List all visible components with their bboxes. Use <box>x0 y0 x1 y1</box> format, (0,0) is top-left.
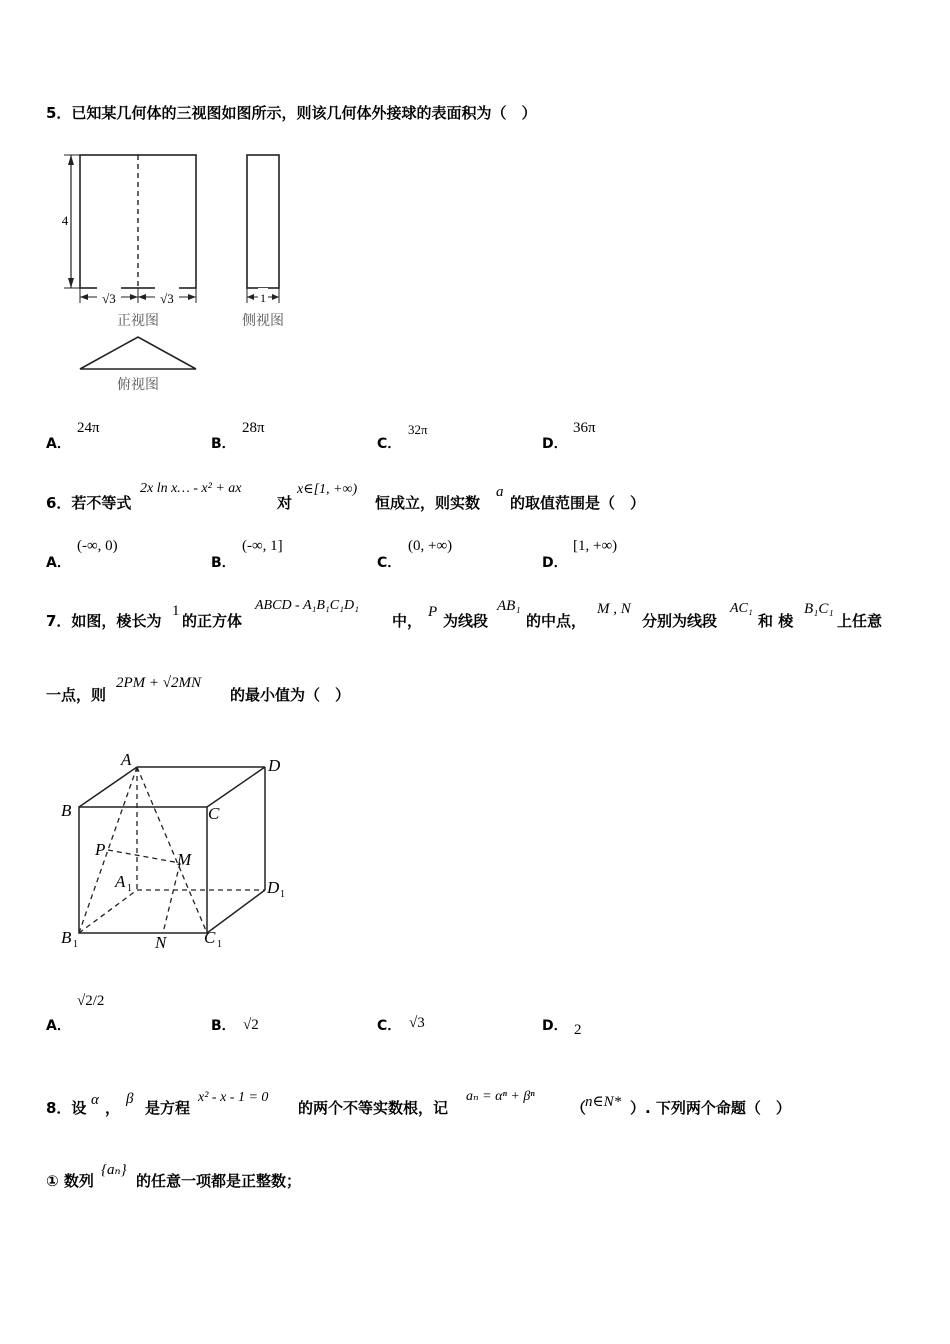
q6-option-d-value: [1, +∞) <box>573 538 618 554</box>
q7-option-b-value: √2 <box>243 1017 259 1033</box>
segment-AC1 <box>137 767 207 933</box>
q7-text-2: 的正方体 <box>182 612 243 630</box>
q6-option-a-letter: A． <box>46 555 71 571</box>
q7-option-a-letter: A． <box>46 1018 71 1034</box>
q8-s1-suffix: 的任意一项都是正整数； <box>136 1172 302 1190</box>
segment-MN <box>163 863 180 933</box>
q8-comma: ， <box>105 1099 121 1117</box>
q7-expr: 2PM + √2MN <box>116 675 202 691</box>
label-A1: A <box>115 872 126 891</box>
q7-text-4: 为线段 <box>443 612 489 630</box>
q5-option-b-letter: B． <box>211 436 236 452</box>
q7-AB1: AB₁ <box>497 598 521 614</box>
segment-PM <box>108 850 180 863</box>
q6-inequality: 2x ln x… - x² + ax <box>140 481 242 496</box>
q7-text-3: 中， <box>392 612 423 630</box>
q8-beta: β <box>126 1091 134 1107</box>
front-view-caption: 正视图 <box>117 314 159 329</box>
cube-front-face <box>79 807 207 933</box>
label-D: D <box>268 756 281 775</box>
q6-mid: 对 <box>277 494 293 512</box>
q6-option-c-letter: C． <box>377 555 402 571</box>
height-label: 4 <box>61 213 69 228</box>
q7-option-c-letter: C． <box>377 1018 402 1034</box>
label-B1: B <box>61 928 72 947</box>
q7-text-1: 7．如图，棱长为 <box>46 612 162 630</box>
q7-P: P <box>428 604 438 620</box>
q6-option-b-letter: B． <box>211 555 236 571</box>
q7-cube: ABCD - A₁B₁C₁D₁ <box>255 598 359 613</box>
q8-s1-prefix: ① 数列 <box>46 1172 94 1190</box>
label-D1-sub: 1 <box>280 889 285 900</box>
q8-text-1: 8．设 <box>46 1099 87 1117</box>
top-view-triangle <box>80 337 196 369</box>
width-right-label: √3 <box>160 291 174 306</box>
q6-prefix: 6．若不等式 <box>46 494 132 512</box>
q6-option-d-letter: D． <box>542 555 568 571</box>
q8-text-2: 是方程 <box>145 1099 191 1117</box>
q7-cube-figure <box>55 745 305 955</box>
q8-alpha: α <box>91 1092 99 1108</box>
q8-text-3: 的两个不等实数根，记 <box>298 1099 449 1117</box>
q7-AC1: AC₁ <box>730 601 753 616</box>
q5-option-b-value: 28π <box>242 420 265 436</box>
q5-three-views-figure <box>55 135 315 400</box>
q6-condition: x∈[1, +∞) <box>297 482 358 497</box>
q8-cond: n∈N* <box>585 1094 622 1110</box>
q8-equation: x² - x - 1 = 0 <box>198 1090 269 1105</box>
label-P: P <box>95 840 106 859</box>
label-N: N <box>155 933 167 952</box>
label-A1-sub: 1 <box>127 883 132 894</box>
q7-option-d-value: 2 <box>574 1022 582 1038</box>
q8-an-def: aₙ = αⁿ + βⁿ <box>466 1089 535 1104</box>
q7-line2-a: 一点，则 <box>46 686 107 704</box>
q5-option-c-letter: C． <box>377 436 402 452</box>
q6-option-b-value: (-∞, 1] <box>242 538 283 554</box>
q7-option-b-letter: B． <box>211 1018 236 1034</box>
q7-option-d-letter: D． <box>542 1018 568 1034</box>
q7-text-8: 上任意 <box>837 612 883 630</box>
q6-end: 的取值范围是（ ） <box>510 494 646 512</box>
width-left-label: √3 <box>102 291 116 306</box>
q5-stem: 5．已知某几何体的三视图如图所示，则该几何体外接球的表面积为（ ） <box>46 104 537 122</box>
q6-suffix: 恒成立，则实数 <box>375 494 481 512</box>
q7-text-6: 分别为线段 <box>642 612 718 630</box>
q7-edge: 1 <box>172 603 180 619</box>
label-B1-sub: 1 <box>73 939 78 950</box>
q7-MN: M , N <box>597 601 631 617</box>
q7-text-5: 的中点， <box>526 612 587 630</box>
q7-option-a-value: √2/2 <box>77 993 105 1009</box>
q6-var: a <box>496 484 504 500</box>
side-width-label: 1 <box>260 291 266 305</box>
q5-option-d-letter: D． <box>542 436 568 452</box>
q7-text-7: 和 棱 <box>758 612 794 630</box>
q5-option-d-value: 36π <box>573 420 596 436</box>
label-A: A <box>121 750 132 769</box>
top-view-caption: 俯视图 <box>117 378 159 393</box>
label-C1: C <box>204 928 216 947</box>
q8-s1-seq: {aₙ} <box>101 1162 127 1178</box>
label-C: C <box>208 804 220 823</box>
label-M: M <box>177 850 192 869</box>
q5-option-a-value: 24π <box>77 420 100 436</box>
q6-option-a-value: (-∞, 0) <box>77 538 118 554</box>
label-B: B <box>61 801 72 820</box>
label-D1: D <box>267 878 280 897</box>
q6-option-c-value: (0, +∞) <box>408 538 453 554</box>
side-view-rect <box>247 155 279 288</box>
q7-B1C1: B₁C₁ <box>804 601 834 617</box>
q5-option-c-value: 32π <box>408 422 428 437</box>
q7-option-c-value: √3 <box>409 1015 425 1031</box>
q5-option-a-letter: A． <box>46 436 71 452</box>
q7-line2-b: 的最小值为（ ） <box>230 686 351 704</box>
side-view-caption: 侧视图 <box>242 314 284 329</box>
label-C1-sub: 1 <box>217 939 222 950</box>
q8-text-4: （ <box>571 1099 587 1117</box>
q8-text-5: ）. 下列两个命题（ ） <box>630 1099 791 1117</box>
